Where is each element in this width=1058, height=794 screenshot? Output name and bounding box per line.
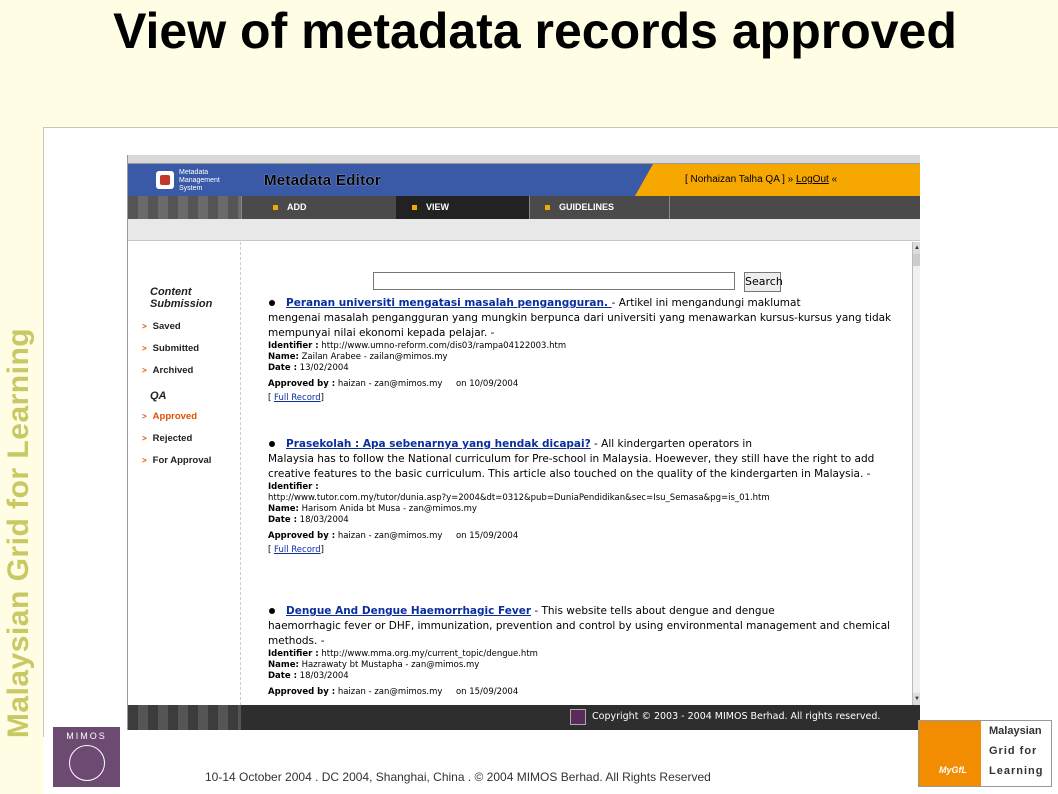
record-first-line — [268, 437, 920, 452]
chevron-right-icon: > — [142, 322, 147, 331]
sidebar-item-label: For Approval — [152, 455, 212, 466]
mimos-logo-text: MIMOS — [66, 731, 107, 741]
record-approved — [268, 531, 920, 542]
record-name — [268, 660, 920, 671]
nav-add[interactable] — [257, 196, 396, 219]
date-value: 18/03/2004 — [296, 515, 349, 525]
mygfl-label: MyGfL — [939, 765, 967, 775]
logo-line-3: System — [179, 185, 203, 192]
full-record: [ Full Record] — [268, 545, 324, 555]
user-bar — [653, 164, 920, 196]
nav-view[interactable] — [396, 196, 529, 219]
chevron-right-icon: > — [142, 456, 147, 465]
user-suffix: « — [831, 174, 838, 185]
date-value: 13/02/2004 — [296, 363, 349, 373]
record-desc-first: - Artikel ini mengandungi maklumat — [611, 297, 801, 309]
mms-logo — [146, 168, 236, 194]
record-identifier — [268, 649, 920, 660]
mimos-logo — [53, 727, 120, 787]
approved-label: Approved by : — [268, 379, 336, 389]
sidebar-item-archived[interactable] — [142, 365, 193, 376]
main-content — [242, 242, 920, 705]
sidebar-item-label: Archived — [152, 365, 194, 376]
bullet-icon — [269, 441, 275, 447]
record-title-link[interactable]: Prasekolah : Apa sebenarnya yang hendak dicapai? — [286, 438, 591, 450]
sidebar-heading-qa: QA — [150, 390, 167, 402]
full-record-link[interactable]: Full Record — [274, 393, 321, 403]
logo-text — [179, 169, 220, 193]
record-approved — [268, 379, 920, 390]
search-input[interactable] — [373, 272, 735, 290]
subheader-bar — [128, 219, 920, 241]
side-vertical-text: Malaysian Grid for Learning — [2, 327, 35, 739]
record-first-line — [268, 604, 920, 619]
bullet-square-icon — [545, 205, 550, 210]
approved-value: haizan - zan@mimos.my on 10/09/2004 — [335, 379, 519, 389]
name-label: Name: — [268, 504, 299, 514]
chevron-right-icon: > — [142, 344, 147, 353]
identifier-value: http://www.umno-reform.com/dis03/rampa04122003.htm — [318, 341, 567, 351]
mygfl-line-3: Learning — [989, 765, 1044, 777]
nav-separator — [669, 196, 670, 219]
chevron-right-icon: > — [142, 412, 147, 421]
logo-line-1: Metadata — [179, 169, 209, 176]
record-name — [268, 352, 920, 363]
record-desc-first: - This website tells about dengue and dengue — [531, 605, 775, 617]
approved-value: haizan - zan@mimos.my on 15/09/2004 — [335, 531, 519, 541]
record-identifier-url: http://www.tutor.com.my/tutor/dunia.asp?y=2004&dt=0312&pub=DuniaPendidikan&sec=Isu_Semasa&pg=is_01.htm — [268, 493, 770, 503]
browser-strip — [128, 155, 920, 164]
mygfl-line-2: Grid for — [989, 745, 1038, 757]
record-description: Malaysia has to follow the National curriculum for Pre-school in Malaysia. Hoewever, they still have the right to add creative features to the basic curriculum. This article also touched on the quality of the kindergarten in Malaysia. - — [268, 453, 875, 480]
name-value: Hazrawaty bt Mustapha - zan@mimos.my — [298, 660, 480, 670]
record-item — [268, 604, 920, 698]
sidebar-item-for-approval[interactable] — [142, 455, 211, 466]
date-label: Date : — [268, 515, 297, 525]
mygfl-logo — [918, 720, 1052, 787]
nav-view-label: VIEW — [426, 202, 450, 212]
scroll-down-icon[interactable]: ▼ — [913, 693, 920, 705]
search-button[interactable]: Search — [744, 272, 781, 292]
logout-link[interactable]: LogOut — [796, 174, 829, 185]
vertical-scrollbar[interactable] — [912, 242, 920, 705]
sidebar — [128, 242, 241, 705]
record-date — [268, 671, 920, 682]
heading-line-2: Submission — [150, 298, 213, 310]
record-date — [268, 515, 920, 526]
date-label: Date : — [268, 671, 297, 681]
copyright-text: Copyright © 2003 - 2004 MIMOS Berhad. All rights reserved. — [592, 711, 881, 722]
nav-guidelines[interactable] — [529, 196, 669, 219]
approved-label: Approved by : — [268, 531, 336, 541]
record-identifier — [268, 482, 920, 493]
record-description: haemorrhagic fever or DHF, immunization, prevention and control by using environmental management and chemical methods. - — [268, 620, 891, 647]
scroll-up-icon[interactable]: ▲ — [913, 242, 920, 254]
record-name — [268, 504, 920, 515]
approved-value: haizan - zan@mimos.my on 15/09/2004 — [335, 687, 519, 697]
globe-icon — [69, 745, 105, 781]
user-info — [685, 174, 837, 185]
app-footer — [128, 705, 920, 730]
nav-add-label: ADD — [287, 202, 307, 212]
logo-line-2: Management — [179, 177, 220, 184]
bullet-icon — [269, 608, 275, 614]
record-item — [268, 437, 920, 557]
record-date — [268, 363, 920, 374]
record-title-link[interactable]: Dengue And Dengue Haemorrhagic Fever — [286, 605, 532, 617]
mimos-small-logo-icon — [570, 709, 586, 725]
sidebar-item-approved[interactable] — [142, 411, 197, 422]
record-title-link[interactable]: Peranan universiti mengatasi masalah pengangguran. — [286, 297, 612, 309]
sidebar-item-rejected[interactable] — [142, 433, 192, 444]
sidebar-item-label: Rejected — [152, 433, 193, 444]
identifier-label: Identifier : — [268, 482, 319, 492]
sidebar-item-label: Approved — [152, 411, 198, 422]
name-value: Harisom Anida bt Musa - zan@mimos.my — [298, 504, 477, 514]
nav-separator — [241, 196, 242, 219]
date-label: Date : — [268, 363, 297, 373]
record-description: mengenai masalah pengangguran yang mungkin berpunca dari universiti yang menawarkan kursus-kursus yang tidak mempunyai nilai ekonomi kepada pelajar. - — [268, 312, 892, 339]
record-first-line — [268, 296, 920, 311]
bullet-square-icon — [412, 205, 417, 210]
mygfl-line-1: Malaysian — [989, 725, 1042, 737]
record-identifier — [268, 341, 920, 352]
name-label: Name: — [268, 660, 299, 670]
full-record-link[interactable]: Full Record — [274, 545, 321, 555]
identifier-value: http://www.mma.org.my/current_topic/dengue.htm — [318, 649, 538, 659]
full-record: [ Full Record] — [268, 393, 324, 403]
sidebar-item-label: Submitted — [152, 343, 200, 354]
sidebar-item-label: Saved — [152, 321, 181, 332]
slide-title: View of metadata records approved — [113, 3, 957, 59]
sidebar-item-submitted[interactable] — [142, 343, 199, 354]
approved-label: Approved by : — [268, 687, 336, 697]
bullet-square-icon — [273, 205, 278, 210]
chevron-right-icon: > — [142, 434, 147, 443]
identifier-label: Identifier : — [268, 649, 319, 659]
user-name: [ Norhaizan Talha QA ] » — [685, 174, 794, 185]
date-value: 18/03/2004 — [296, 671, 349, 681]
app-window — [127, 155, 920, 730]
chevron-right-icon: > — [142, 366, 147, 375]
nav-guidelines-label: GUIDELINES — [559, 202, 615, 212]
name-value: Zailan Arabee - zailan@mimos.my — [298, 352, 448, 362]
record-desc-first: - All kindergarten operators in — [590, 438, 752, 450]
cube-icon — [156, 171, 174, 189]
sidebar-heading-content-submission — [150, 286, 212, 310]
identifier-label: Identifier : — [268, 341, 319, 351]
nav-bar — [128, 196, 920, 219]
record-item — [268, 296, 920, 405]
app-title: Metadata Editor — [264, 172, 382, 189]
sidebar-item-saved[interactable] — [142, 321, 181, 332]
record-approved — [268, 687, 920, 698]
bullet-icon — [269, 300, 275, 306]
footer-pattern — [128, 705, 241, 730]
heading-line-1: Content — [150, 286, 192, 298]
sunburst-icon — [919, 721, 981, 786]
name-label: Name: — [268, 352, 299, 362]
slide-footer-text: 10-14 October 2004 . DC 2004, Shanghai, China . © 2004 MIMOS Berhad. All Rights Reserved — [205, 770, 711, 784]
scroll-thumb[interactable] — [913, 254, 920, 266]
nav-pattern — [128, 196, 241, 219]
